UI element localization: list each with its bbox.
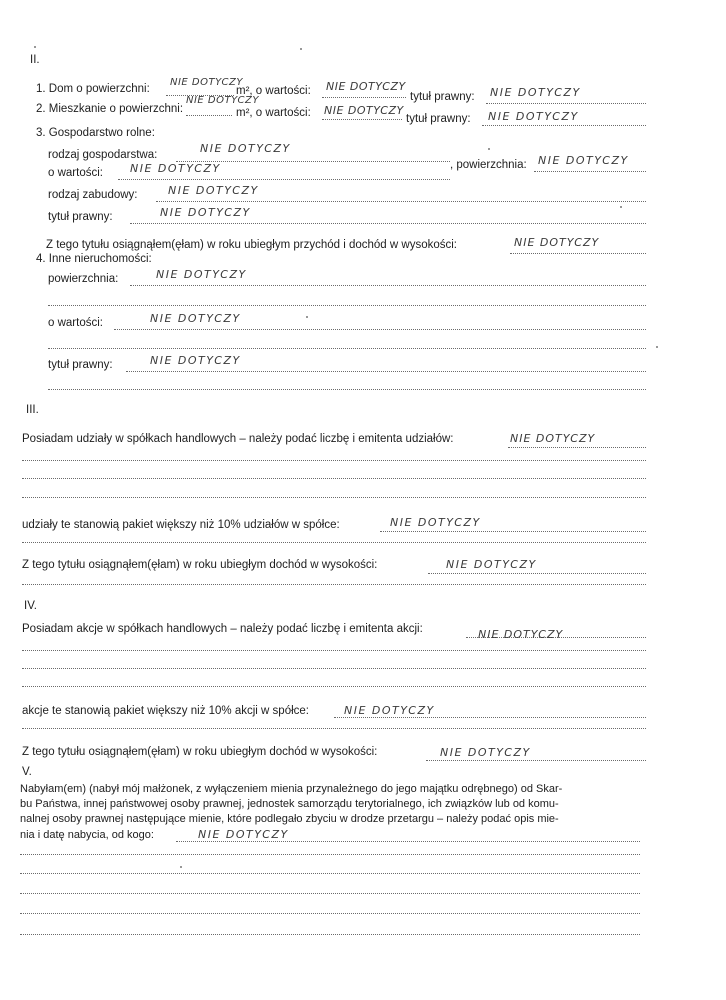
- shares-package-label: udziały te stanowią pakiet większy niż 10% udziałów w spółce:: [22, 519, 340, 531]
- farm-title-answer: NIE DOTYCZY: [160, 206, 251, 219]
- farm-area-label: , powierzchnia:: [450, 159, 527, 171]
- other-property-label: 4. Inne nieruchomości:: [36, 253, 152, 265]
- farm-area-line: [534, 171, 646, 172]
- acquisition-answer: NIE DOTYCZY: [198, 828, 289, 841]
- house-area-label: 1. Dom o powierzchni:: [36, 83, 150, 95]
- stocks-line-2: [22, 650, 646, 651]
- stocks-income-answer: NIE DOTYCZY: [440, 746, 531, 759]
- other-title-line: [126, 371, 646, 372]
- section-v-heading: V.: [22, 766, 32, 778]
- other-area-line-2: [48, 305, 646, 306]
- scan-speck: [656, 346, 658, 348]
- acquisition-text-3: nalnej osoby prawnej następujące mienie, które podlegało zbyciu w drodze przetargu – należy podać opis mie-: [20, 813, 559, 825]
- stocks-package-line: [334, 717, 646, 718]
- stocks-package-line-2: [22, 728, 646, 729]
- other-value-line-2: [48, 348, 646, 349]
- farm-type-label: rodzaj gospodarstwa:: [48, 149, 158, 161]
- house-value-answer: NIE DOTYCZY: [326, 80, 406, 93]
- section-iv-heading: IV.: [24, 600, 38, 612]
- shares-income-answer: NIE DOTYCZY: [446, 558, 537, 571]
- stocks-line-3: [22, 668, 646, 669]
- farm-income-label: Z tego tytułu osiągnąłem(ęłam) w roku ubiegłym przychód i dochód w wysokości:: [46, 239, 457, 251]
- section-iii-heading: III.: [26, 404, 39, 416]
- shares-package-line: [380, 531, 646, 532]
- shares-package-answer: NIE DOTYCZY: [390, 516, 481, 529]
- scan-speck: [620, 206, 622, 208]
- acquisition-text-4: nia i datę nabycia, od kogo:: [20, 829, 154, 841]
- flat-area-label: 2. Mieszkanie o powierzchni:: [36, 103, 184, 115]
- stocks-line-4: [22, 686, 646, 687]
- shares-income-label: Z tego tytułu osiągnąłem(ęłam) w roku ubiegłym dochód w wysokości:: [22, 559, 378, 571]
- other-value-label: o wartości:: [48, 317, 103, 329]
- section-ii-heading: II.: [30, 54, 40, 66]
- farm-label: 3. Gospodarstwo rolne:: [36, 127, 155, 139]
- other-title-line-2: [48, 389, 646, 390]
- stocks-income-line: [426, 760, 646, 761]
- scan-speck: [306, 316, 308, 318]
- acquisition-line-4: [20, 893, 640, 894]
- acquisition-line-3: [20, 873, 640, 874]
- farm-value-label: o wartości:: [48, 167, 103, 179]
- farm-buildings-answer: NIE DOTYCZY: [168, 184, 259, 197]
- stocks-package-answer: NIE DOTYCZY: [344, 704, 435, 717]
- house-area-answer: NIE DOTYCZY: [170, 77, 243, 88]
- farm-area-answer: NIE DOTYCZY: [538, 154, 629, 167]
- flat-value-answer: NIE DOTYCZY: [324, 104, 404, 117]
- flat-title-label: tytuł prawny:: [406, 113, 471, 125]
- scan-speck: [488, 148, 490, 150]
- farm-type-answer: NIE DOTYCZY: [200, 142, 291, 155]
- other-area-line: [130, 285, 646, 286]
- scan-speck: [300, 48, 302, 50]
- shares-line-3: [22, 478, 646, 479]
- flat-title-answer: NIE DOTYCZY: [488, 110, 579, 123]
- scan-speck: [34, 46, 36, 48]
- shares-label: Posiadam udziały w spółkach handlowych – należy podać liczbę i emitenta udziałów:: [22, 433, 454, 445]
- flat-value-line: [322, 119, 402, 120]
- scan-speck: [180, 866, 182, 868]
- acquisition-line: [176, 841, 640, 842]
- other-title-label: tytuł prawny:: [48, 359, 113, 371]
- acquisition-line-6: [20, 934, 640, 935]
- flat-area-line: [186, 115, 232, 116]
- other-area-answer: NIE DOTYCZY: [156, 268, 247, 281]
- shares-income-line: [428, 573, 646, 574]
- flat-area-answer: NIE DOTYCZY: [186, 95, 259, 106]
- shares-answer: NIE DOTYCZY: [510, 432, 596, 445]
- flat-title-line: [482, 125, 646, 126]
- shares-income-line-2: [22, 584, 646, 585]
- farm-income-answer: NIE DOTYCZY: [514, 236, 600, 249]
- stocks-package-label: akcje te stanowią pakiet większy niż 10% akcji w spółce:: [22, 705, 309, 717]
- acquisition-text-2: bu Państwa, innej państwowej osoby prawnej, jednostek samorządu terytorialnego, ich związków lub od komu-: [20, 798, 559, 810]
- stocks-income-label: Z tego tytułu osiągnąłem(ęłam) w roku ubiegłym dochód w wysokości:: [22, 746, 378, 758]
- farm-buildings-label: rodzaj zabudowy:: [48, 189, 138, 201]
- flat-value-label: m², o wartości:: [236, 107, 311, 119]
- other-title-answer: NIE DOTYCZY: [150, 354, 241, 367]
- other-area-label: powierzchnia:: [48, 273, 119, 285]
- farm-income-line: [510, 253, 646, 254]
- stocks-answer: NIE DOTYCZY: [478, 628, 564, 641]
- shares-line-2: [22, 460, 646, 461]
- farm-value-line: [118, 179, 450, 180]
- shares-line: [508, 447, 646, 448]
- stocks-label: Posiadam akcje w spółkach handlowych – należy podać liczbę i emitenta akcji:: [22, 623, 423, 635]
- shares-line-4: [22, 497, 646, 498]
- acquisition-text-1: Nabyłam(em) (nabył mój małżonek, z wyłączeniem mienia przynależnego do jego majątku odrębnego) od Skar-: [20, 783, 563, 795]
- house-value-label: m², o wartości:: [236, 85, 311, 97]
- other-value-line: [114, 329, 646, 330]
- farm-value-answer: NIE DOTYCZY: [130, 162, 221, 175]
- shares-package-line-2: [22, 542, 646, 543]
- acquisition-line-2: [20, 854, 640, 855]
- farm-buildings-line: [156, 201, 646, 202]
- farm-title-label: tytuł prawny:: [48, 211, 113, 223]
- other-value-answer: NIE DOTYCZY: [150, 312, 241, 325]
- house-value-line: [322, 97, 406, 98]
- farm-title-line: [130, 223, 646, 224]
- house-title-answer: NIE DOTYCZY: [490, 86, 581, 99]
- house-title-line: [486, 103, 646, 104]
- house-title-label: tytuł prawny:: [410, 91, 475, 103]
- acquisition-line-5: [20, 913, 640, 914]
